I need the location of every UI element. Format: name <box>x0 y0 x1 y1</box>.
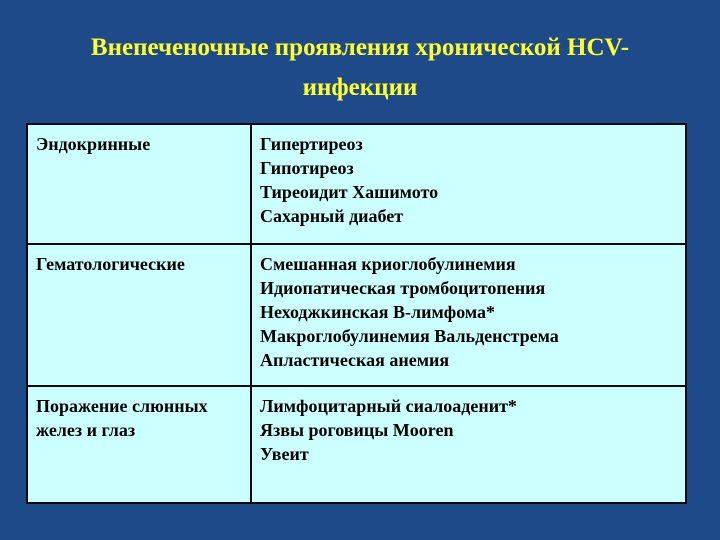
category-cell <box>27 124 251 244</box>
list-item: Сахарный диабет <box>260 206 404 226</box>
category-cell <box>27 244 251 386</box>
list-item: Увеит <box>260 444 309 464</box>
list-item: Макроглобулинемия Вальденстрема <box>260 326 559 346</box>
slide-title-line-2: инфекции <box>302 74 418 101</box>
list-item: Гипертиреоз <box>260 134 363 154</box>
list-item: Неходжкинская В-лимфома* <box>260 302 496 322</box>
list-item: Апластическая анемия <box>260 350 450 370</box>
list-item: Тиреоидит Хашимото <box>260 182 439 202</box>
items-cell <box>251 244 686 386</box>
list-item: Идиопатическая тромбоцитопения <box>260 278 546 298</box>
list-item: Гипотиреоз <box>260 158 354 178</box>
category-label: Поражение слюнных желез и глаз <box>36 396 208 440</box>
category-cell <box>27 386 251 503</box>
category-label: Эндокринные <box>36 134 151 154</box>
items-cell <box>251 386 686 503</box>
items-cell <box>251 124 686 244</box>
table-row-endocrine <box>27 124 686 244</box>
slide-title-line-1: Внепеченочные проявления хронической HCV- <box>90 34 630 61</box>
list-item: Смешанная криоглобулинемия <box>260 254 516 274</box>
list-item: Лимфоцитарный сиалоаденит* <box>260 396 517 416</box>
manifestations-table <box>26 123 687 504</box>
table-row-hematologic <box>27 244 686 386</box>
category-label: Гематологические <box>36 254 185 274</box>
table-row-glands-eyes <box>27 386 686 503</box>
list-item: Язвы роговицы Mooren <box>260 420 454 440</box>
slide-title <box>20 28 700 108</box>
